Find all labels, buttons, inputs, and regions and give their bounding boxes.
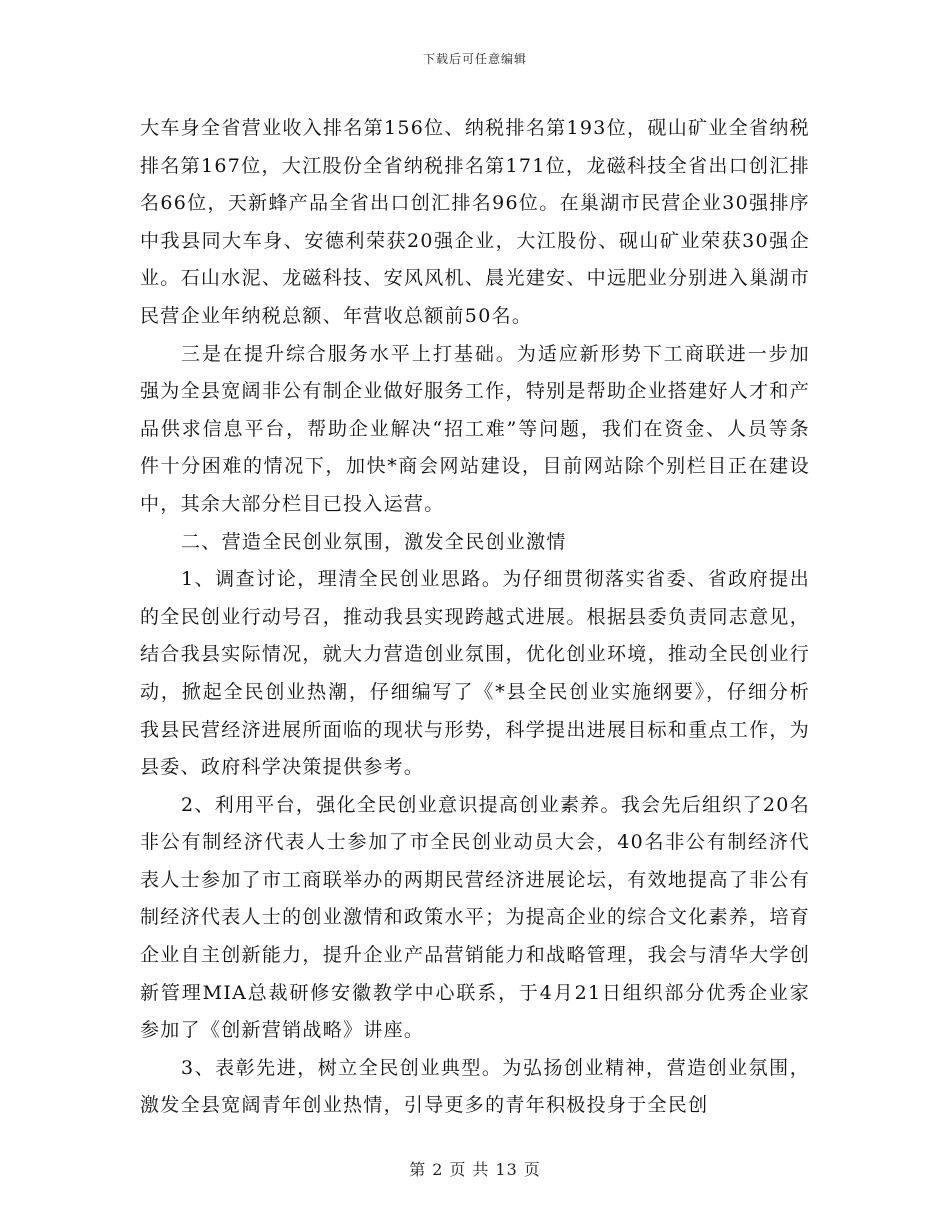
footer-page-label: 页 xyxy=(449,1160,467,1179)
page-header: 下载后可任意编辑 xyxy=(422,52,527,66)
paragraph-4: 2、利用平台，强化全民创业意识提高创业素养。我会先后组织了20名非公有制经济代表人士参加了市全民创业动员大会，40名非公有制经济代表人士参加了市工商联举办的两期民营经济进展论坛，有效地提高了非公有制经济代表人士的创业激情和政策水平；为提高企业的综合文化素养，培育企业自主创新能力，提升企业产品营销能力和战略管理，我会与清华大学创新管理MIA总裁研修安徽教学中心联系，于4月21日组织部分优秀企业家参加了《创新营销战略》讲座。 xyxy=(140,793,810,1042)
footer-suffix: 页 xyxy=(523,1160,541,1179)
footer-total-label: 共 xyxy=(472,1160,490,1179)
footer-total-pages: 13 xyxy=(495,1160,518,1179)
page-footer xyxy=(0,1157,950,1180)
footer-prefix: 第 xyxy=(409,1160,427,1179)
section-heading: 二、营造全民创业氛围，激发全民创业激情 xyxy=(181,530,567,553)
paragraph-3: 1、调查讨论，理清全民创业思路。为仔细贯彻落实省委、省政府提出的全民创业行动号召，推动我县实现跨越式进展。根据县委负责同志意见，结合我县实际情况，就大力营造创业氛围，优化创业环境，推动全民创业行动，掀起全民创业热潮，仔细编写了《*县全民创业实施纲要》，仔细分析我县民营经济进展所面临的现状与形势，科学提出进展目标和重点工作，为县委、政府科学决策提供参考。 xyxy=(140,568,810,779)
paragraph-2: 三是在提升综合服务水平上打基础。为适应新形势下工商联进一步加强为全县宽阔非公有制企业做好服务工作，特别是帮助企业搭建好人才和产品供求信息平台，帮助企业解决“招工难”等问题，我们在资金、人员等条件十分困难的情况下，加快*商会网站建设，目前网站除个别栏目正在建设中，其余大部分栏目已投入运营。 xyxy=(140,342,810,515)
document-body xyxy=(140,110,810,1125)
paragraph-1: 大车身全省营业收入排名第156位、纳税排名第193位，砚山矿业全省纳税排名第167位，大江股份全省纳税排名第171位，龙磁科技全省出口创汇排名66位，天新蜂产品全省出口创汇排名96位。在巢湖市民营企业30强排序中我县同大车身、安德利荣获20强企业，大江股份、砚山矿业荣获30强企业。石山水泥、龙磁科技、安风风机、晨光建安、中远肥业分别进入巢湖市民营企业年纳税总额、年营收总额前50名。 xyxy=(140,117,810,327)
footer-page-number: 2 xyxy=(432,1160,444,1179)
paragraph-5: 3、表彰先进，树立全民创业典型。为弘扬创业精神，营造创业氛围，激发全县宽阔青年创业热情，引导更多的青年积极投身于全民创 xyxy=(140,1056,810,1117)
